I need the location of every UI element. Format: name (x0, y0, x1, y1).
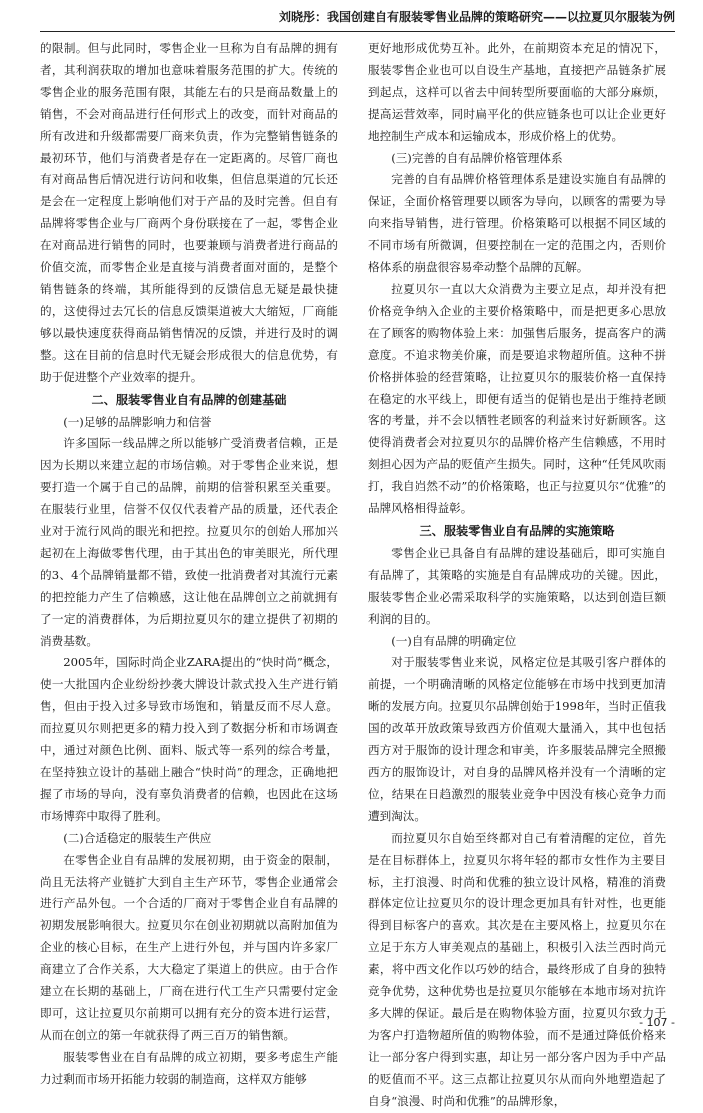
section-heading: 二、服装零售业自有品牌的创建基础 (91, 392, 287, 407)
paragraph: 拉夏贝尔一直以大众消费为主要立足点，却并没有把价格竞争纳入企业的主要价格策略中，而是把更多心思放在了顾客的购物体验上来：加强售后服务，提高客户的满意度。不追求物美价廉，而是要追求物超所值。这种不拼价格拼体验的经营策略，让拉夏贝尔的服装价格一直保持在稳定的水平线上，即便有适当的促销也是出于维持老顾客的考量，并不会以牺牲老顾客的利益来讨好新顾客。这使得消费者会对拉夏贝尔的品牌价格产生信赖感，不用时刻担心因为产品的贬值产生损失。同时，这种“任凭风吹雨打，我自岿然不动”的价格策略，也正与拉夏贝尔“优雅”的品牌风格相得益彰。 (368, 281, 666, 516)
header-rule (40, 31, 675, 32)
subsection-heading: (二)合适稳定的服装生产供应 (63, 830, 212, 845)
paragraph: 更好地形成优势互补。此外，在前期资本充足的情况下，服装零售企业也可以自设生产基地，直接把产品链条扩展到起点，这样可以省去中间转型所要面临的大部分麻烦，提高运营效率，同时扁平化的供应链条也可以让企业更好地控制生产成本和运输成本，形成价格上的优势。 (368, 41, 666, 143)
running-header: 刘晓彤：我国创建自有服装零售业品牌的策略研究——以拉夏贝尔服装为例 (278, 10, 675, 24)
paragraph: 零售企业已具备自有品牌的建设基础后，即可实施自有品牌了，其策略的实施是自有品牌成功的关键。因此，服装零售企业必需采取科学的实施策略，以达到创造巨额利润的目的。 (368, 545, 666, 626)
paragraph: 对于服装零售业来说，风格定位是其吸引客户群体的前提，一个明确清晰的风格定位能够在市场中找到更加清晰的发展方向。拉夏贝尔品牌创始于1998年，当时正值我国的改革开放政策导致西方价值观大量涌入，其中也包括西方对于服饰的设计理念和审美，许多服装品牌完全照搬西方的服饰设计，对自身的品牌风格并没有一个清晰的定位，结果在日趋激烈的服装业竞争中因没有核心竞争力而遭到淘汰。 (368, 655, 666, 823)
left-column (40, 38, 338, 1086)
paragraph: 完善的自有品牌价格管理体系是建设实施自有品牌的保证，全面价格管理要以顾客为导向，以顾客的需要为导向来指导销售，进行管理。价格策略可以根据不同区域的不同市场有所微调，但要控制在一定的范围之内，否则价格体系的崩盘很容易牵动整个品牌的瓦解。 (368, 172, 666, 275)
page-number: - 107 - (639, 1016, 675, 1029)
paragraph: 的限制。但与此同时，零售企业一旦称为自有品牌的拥有者，其利润获取的增加也意味着服务范围的扩大。传统的零售企业的服务范围有限，其能左右的只是商品数量上的销售，不会对商品进行任何形式上的改变，而针对商品的所有改进和升级都需要厂商来负责，作为完整销售链条的最初环节，他们与消费者是存在一定距离的。尽管厂商也有对商品售后情况进行访问和收集，但信息渠道的冗长还是会在一定程度上影响他们对于产品的及时完善。但自有品牌将零售企业与厂商两个身份联接在了一起，零售企业在对商品进行销售的同时，也要兼顾与消费者进行商品的价值交流，而零售企业是直接与消费者面对面的，是整个销售链条的终端，其所能得到的反馈信息无疑是最快捷的，这使得过去冗长的信息反馈渠道被大大缩短，厂商能够以最快速度获得商品销售情况的反馈，并进行及时的调整。这在目前的信息时代无疑会形成很大的信息优势，有助于促进整个产业效率的提升。 (40, 41, 338, 384)
paragraph: 服装零售业在自有品牌的成立初期，要多考虑生产能力过剩而市场开拓能力较弱的制造商，这样双方能够 (40, 1049, 338, 1086)
subsection-heading: (三)完善的自有品牌价格管理体系 (391, 150, 563, 165)
paragraph: 许多国际一线品牌之所以能够广受消费者信赖，正是因为长期以来建立起的市场信赖。对于零售企业来说，想要打造一个属于自己的品牌，前期的信誉积累至关重要。在服装行业里，信誉不仅仅代表着产品的质量，还代表企业对于流行风尚的眼光和把控。拉夏贝尔的创始人邢加兴起初在上海做零售代理，由于其出色的审美眼光，所代理的3、4个品牌销量都不错，致使一批消费者对其流行元素的把控能力产生了信赖感，这让他在品牌创立之前就拥有了一定的消费群体，为后期拉夏贝尔的建立提供了初期的消费基数。 (40, 436, 338, 648)
subsection-heading: (一)足够的品牌影响力和信誉 (63, 414, 212, 429)
subsection-heading: (一)自有品牌的明确定位 (391, 633, 517, 648)
paragraph: 在零售企业自有品牌的发展初期，由于资金的限制，尚且无法将产业链扩大到自主生产环节，零售企业通常会进行产品外包。一个合适的厂商对于零售企业自有品牌的初期发展影响很大。拉夏贝尔在创业初期就以高附加值为企业的核心目标，在生产上进行外包，并与国内许多家厂商建立了合作关系，大大稳定了渠道上的供应。由于合作建立在长期的基础上，厂商在进行代工生产只需要付定金即可，这让拉夏贝尔前期可以拥有充分的资本进行运营，从而在创立的第一年就获得了两三百万的销售额。 (40, 852, 338, 1042)
paragraph: 而拉夏贝尔自始至终都对自己有着清醒的定位，首先是在目标群体上，拉夏贝尔将年轻的都市女性作为主要目标，主打浪漫、时尚和优雅的独立设计风格，精准的消费群体定位让拉夏贝尔的设计理念更加具有针对性，也更能得到目标客户的喜欢。其次是在主要风格上，拉夏贝尔在立足于东方人审美观点的基础上，积极引入法兰西时尚元素，将中西文化作以巧妙的结合，最终形成了自身的独特竞争优势，这种优势也是拉夏贝尔能够在本地市场对抗许多大牌的保证。最后是在购物体验方面，拉夏贝尔致力于为客户打造物超所值的购物体验，而不是通过降低价格来让一部分客户得到实惠，却让另一部分客户因为手中产品的贬值而不平。这三点都让拉夏贝尔从而向外地塑造起了自身“浪漫、时尚和优雅”的品牌形象， (368, 830, 666, 1108)
section-heading: 三、服装零售业自有品牌的实施策略 (419, 523, 615, 538)
paragraph: 2005年，国际时尚企业ZARA提出的“快时尚”概念，使一大批国内企业纷纷抄袭大牌设计款式投入生产进行销售，但由于投入过多导致市场饱和，销量反而不尽人意。而拉夏贝尔则把更多的精力投入到了数据分析和市场调查中，通过对颜色比例、面料、版式等一系列的综合考量，在坚持独立设计的基础上融合“快时尚”的理念，正确地把握了市场的导向，没有辜负消费者的信赖，也因此在这场市场博弈中取得了胜利。 (40, 655, 338, 823)
